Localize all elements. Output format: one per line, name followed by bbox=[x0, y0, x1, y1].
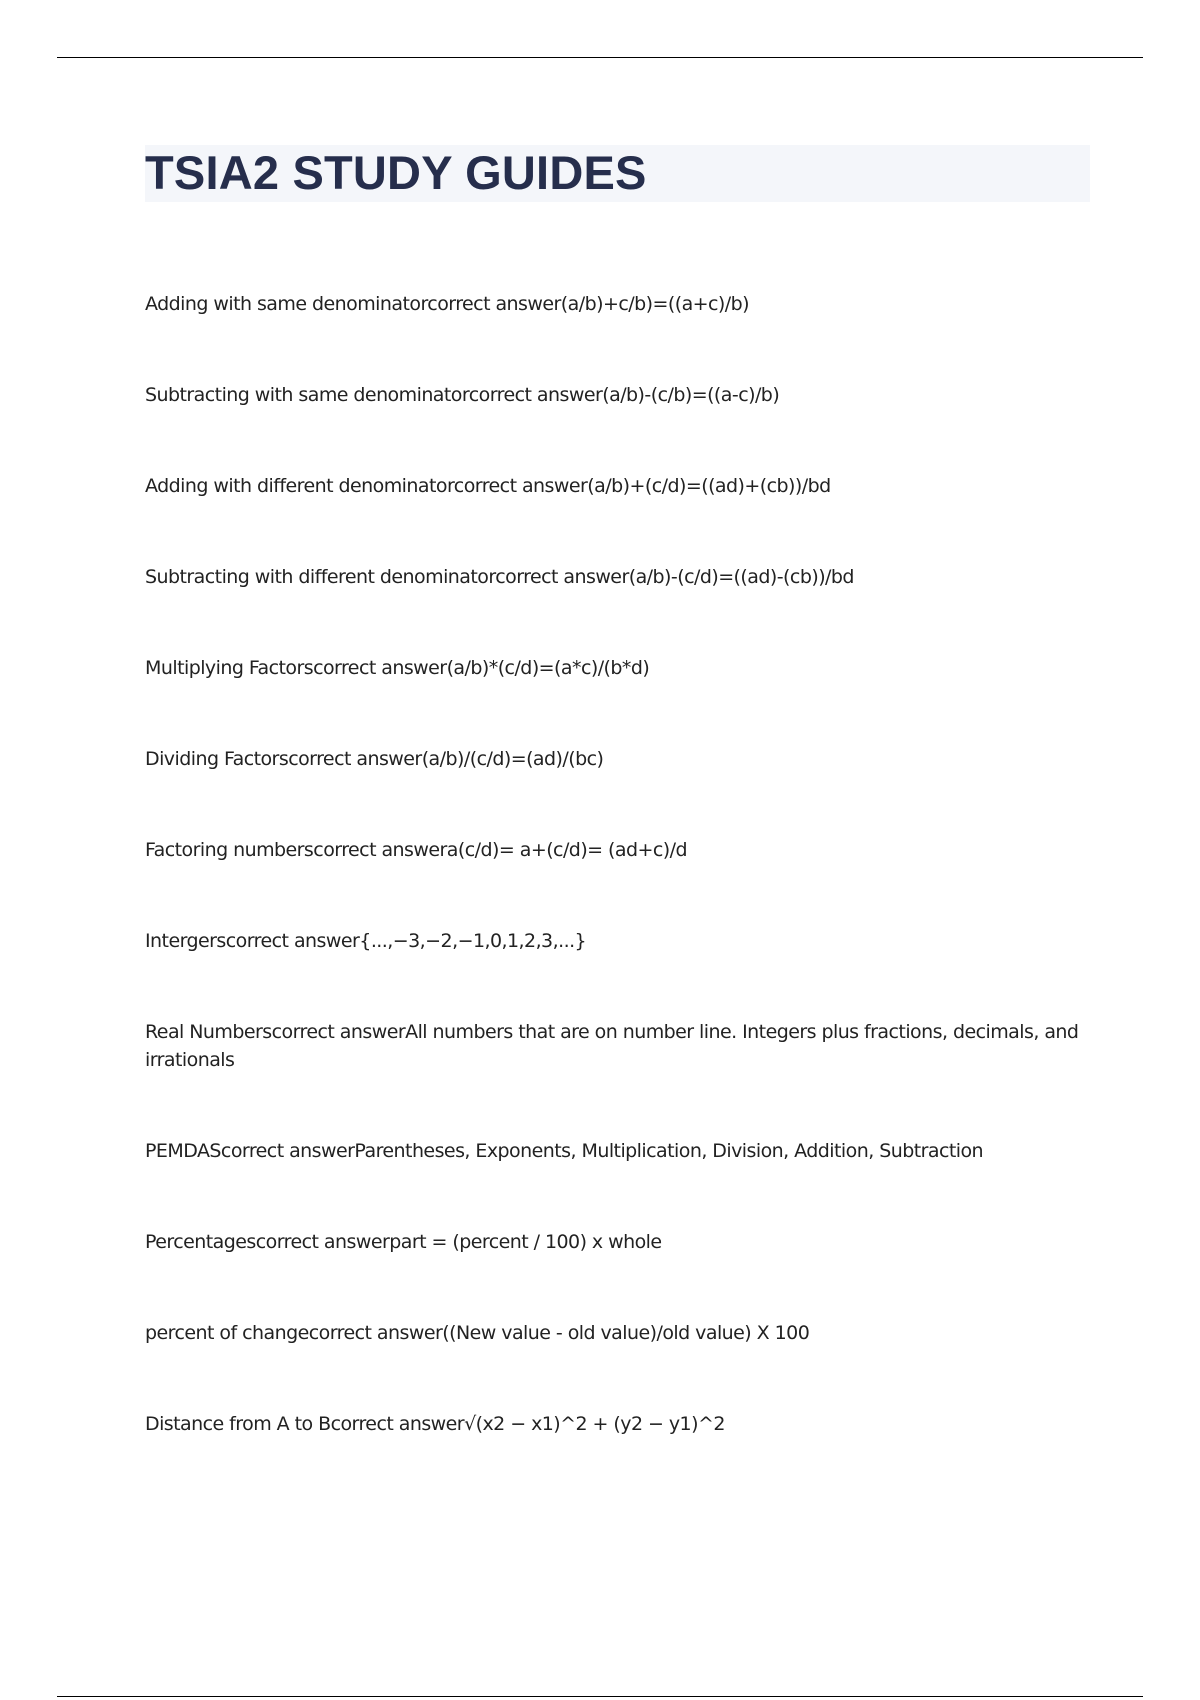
entry-term: Distance from A to B bbox=[145, 1413, 331, 1435]
study-entry bbox=[145, 1137, 1080, 1165]
entry-term: Dividing Factors bbox=[145, 748, 289, 770]
study-entry bbox=[145, 745, 1080, 773]
entry-separator: correct answer bbox=[255, 1231, 390, 1253]
bottom-rule bbox=[57, 1696, 1143, 1697]
entry-separator: correct answer bbox=[468, 384, 603, 406]
study-entry bbox=[145, 1410, 1080, 1438]
entry-answer: ((New value - old value)/old value) X 100 bbox=[442, 1322, 810, 1344]
entry-separator: correct answer bbox=[220, 1140, 355, 1162]
study-entry bbox=[145, 563, 1080, 591]
study-entry bbox=[145, 1319, 1080, 1347]
entry-separator: correct answer bbox=[225, 930, 360, 952]
entry-separator: correct answer bbox=[313, 839, 447, 861]
study-entry bbox=[145, 381, 1080, 409]
entry-answer: part = (percent / 100) x whole bbox=[389, 1231, 662, 1253]
entry-answer: a(c/d)= a+(c/d)= (ad+c)/d bbox=[446, 839, 687, 861]
entry-separator: correct answer bbox=[427, 293, 561, 315]
entry-term: Factoring numbers bbox=[145, 839, 314, 861]
top-rule bbox=[57, 57, 1143, 58]
entry-term: percent of change bbox=[145, 1322, 309, 1344]
entry-answer: (a/b)*(c/d)=(a*c)/(b*d) bbox=[446, 657, 650, 679]
entry-answer: {...,−3,−2,−1,0,1,2,3,...} bbox=[359, 930, 587, 952]
study-entries bbox=[145, 290, 1080, 1501]
entry-term: Real Numbers bbox=[145, 1021, 272, 1043]
entry-answer: √(x2 − x1)^2 + (y2 − y1)^2 bbox=[464, 1413, 725, 1435]
entry-separator: correct answer bbox=[330, 1413, 465, 1435]
entry-term: PEMDAS bbox=[145, 1140, 221, 1162]
entry-answer: All numbers that are on number line. Integers plus fractions, decimals, and irrationals bbox=[145, 1021, 1079, 1071]
entry-term: Subtracting with same denominator bbox=[145, 384, 469, 406]
entry-separator: correct answer bbox=[288, 748, 422, 770]
study-entry bbox=[145, 1018, 1080, 1074]
entry-answer: (a/b)+(c/d)=((ad)+(cb))/bd bbox=[587, 475, 831, 497]
page-title: TSIA2 STUDY GUIDES bbox=[145, 146, 647, 199]
entry-separator: correct answer bbox=[495, 566, 629, 588]
entry-term: Subtracting with different denominator bbox=[145, 566, 496, 588]
entry-answer: (a/b)-(c/b)=((a-c)/b) bbox=[602, 384, 780, 406]
entry-term: Adding with same denominator bbox=[145, 293, 428, 315]
entry-separator: correct answer bbox=[313, 657, 447, 679]
entry-separator: correct answer bbox=[308, 1322, 443, 1344]
study-entry bbox=[145, 472, 1080, 500]
entry-separator: correct answer bbox=[271, 1021, 406, 1043]
study-entry bbox=[145, 654, 1080, 682]
entry-separator: correct answer bbox=[453, 475, 588, 497]
entry-term: Adding with different denominator bbox=[145, 475, 454, 497]
entry-answer: (a/b)/(c/d)=(ad)/(bc) bbox=[421, 748, 604, 770]
entry-answer: (a/b)+c/b)=((a+c)/b) bbox=[560, 293, 750, 315]
entry-term: Percentages bbox=[145, 1231, 256, 1253]
study-entry bbox=[145, 927, 1080, 955]
study-entry bbox=[145, 1228, 1080, 1256]
entry-term: Multiplying Factors bbox=[145, 657, 314, 679]
study-entry bbox=[145, 836, 1080, 864]
entry-term: Intergers bbox=[145, 930, 226, 952]
entry-answer: (a/b)-(c/d)=((ad)-(cb))/bd bbox=[628, 566, 854, 588]
entry-answer: Parentheses, Exponents, Multiplication, Division, Addition, Subtraction bbox=[354, 1140, 984, 1162]
study-entry bbox=[145, 290, 1080, 318]
